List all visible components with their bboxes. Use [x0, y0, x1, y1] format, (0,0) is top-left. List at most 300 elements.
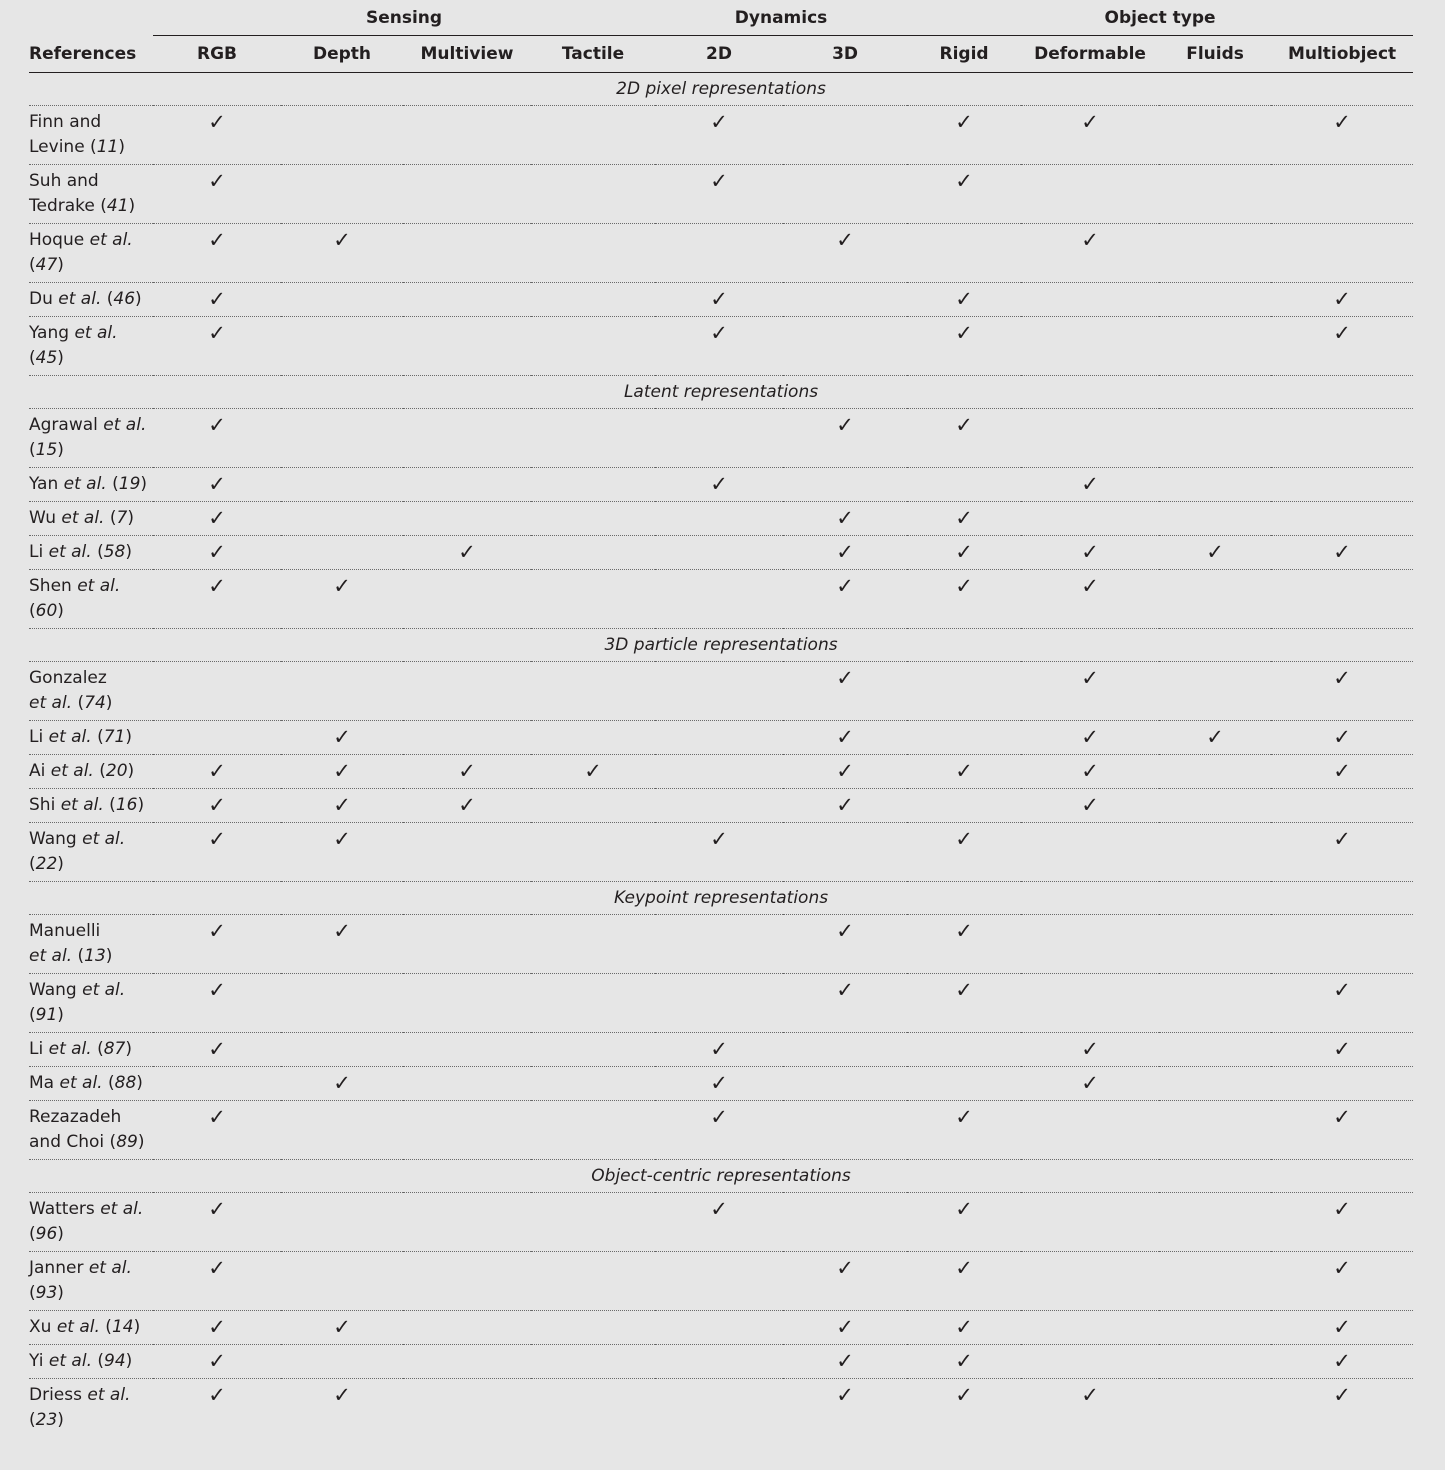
mark-cell-multiview [403, 283, 531, 317]
table-row [29, 755, 1413, 789]
mark-cell-rigid [907, 1101, 1021, 1160]
reference-cell [29, 317, 153, 376]
reference-text-segment: ) [57, 1410, 64, 1430]
mark-cell-rigid [907, 106, 1021, 165]
check-mark-icon: ✓ [208, 1315, 226, 1339]
table-row [29, 1252, 1413, 1311]
mark-cell-tactile [531, 823, 655, 882]
column-header-fluids: Fluids [1159, 36, 1271, 73]
reference-cell [29, 409, 153, 468]
check-mark-icon: ✓ [955, 169, 973, 193]
reference-text-segment: ) [57, 1283, 64, 1303]
mark-cell-multiobject [1271, 409, 1413, 468]
check-mark-icon: ✓ [208, 228, 226, 252]
mark-cell-rgb [153, 1345, 281, 1379]
mark-cell-multiobject [1271, 570, 1413, 629]
check-mark-icon: ✓ [1081, 110, 1099, 134]
check-mark-icon: ✓ [1333, 1037, 1351, 1061]
mark-cell-deformable [1021, 1379, 1159, 1438]
check-mark-icon: ✓ [955, 110, 973, 134]
table-row [29, 662, 1413, 721]
reference-text-segment: ( [29, 1224, 36, 1244]
check-mark-icon: ✓ [208, 574, 226, 598]
reference-text-segment: ) [127, 508, 134, 528]
mark-cell-3d [783, 755, 907, 789]
mark-cell-multiobject [1271, 468, 1413, 502]
reference-text-segment: et al. [87, 1385, 131, 1405]
mark-cell-rgb [153, 165, 281, 224]
mark-cell-2d [655, 1311, 783, 1345]
table-row [29, 721, 1413, 755]
check-mark-icon: ✓ [710, 110, 728, 134]
column-header-depth: Depth [281, 36, 403, 73]
mark-cell-tactile [531, 1067, 655, 1101]
check-mark-icon: ✓ [710, 1071, 728, 1095]
mark-cell-fluids [1159, 1252, 1271, 1311]
reference-text-segment: Suh and [29, 171, 99, 191]
mark-cell-deformable [1021, 409, 1159, 468]
reference-text-segment: Hoque [29, 230, 90, 250]
check-mark-icon: ✓ [333, 574, 351, 598]
check-mark-icon: ✓ [208, 1349, 226, 1373]
reference-text-segment: ( [29, 348, 36, 368]
check-mark-icon: ✓ [208, 978, 226, 1002]
check-mark-icon: ✓ [836, 1256, 854, 1280]
mark-cell-rigid [907, 755, 1021, 789]
mark-cell-3d [783, 224, 907, 283]
mark-cell-rgb [153, 536, 281, 570]
mark-cell-multiview [403, 1345, 531, 1379]
mark-cell-rigid [907, 1311, 1021, 1345]
mark-cell-tactile [531, 915, 655, 974]
mark-cell-fluids [1159, 1345, 1271, 1379]
table-row [29, 1033, 1413, 1067]
check-mark-icon: ✓ [710, 1105, 728, 1129]
reference-text-segment: 71 [103, 727, 126, 747]
mark-cell-2d [655, 1067, 783, 1101]
check-mark-icon: ✓ [710, 827, 728, 851]
mark-cell-multiobject [1271, 317, 1413, 376]
mark-cell-deformable [1021, 755, 1159, 789]
reference-text-segment: ( [91, 1351, 105, 1371]
mark-cell-tactile [531, 662, 655, 721]
mark-cell-fluids [1159, 536, 1271, 570]
check-mark-icon: ✓ [208, 1037, 226, 1061]
reference-text-segment: et al. [58, 289, 102, 309]
table-row [29, 570, 1413, 629]
reference-cell [29, 1101, 153, 1160]
table-row [29, 106, 1413, 165]
reference-text-segment: ) [137, 1132, 145, 1152]
check-mark-icon: ✓ [955, 506, 973, 530]
reference-text-segment: Li [29, 1039, 49, 1059]
reference-text-segment: ) [125, 727, 133, 747]
mark-cell-3d [783, 165, 907, 224]
reference-cell [29, 570, 153, 629]
mark-cell-2d [655, 224, 783, 283]
reference-text-segment: ) [127, 761, 135, 781]
reference-text-segment: et al. [48, 727, 92, 747]
mark-cell-fluids [1159, 1311, 1271, 1345]
mark-cell-multiview [403, 915, 531, 974]
mark-cell-multiview [403, 570, 531, 629]
section-header-row [29, 629, 1413, 662]
reference-text-segment: 74 [84, 693, 106, 713]
reference-text-segment: 94 [104, 1351, 126, 1371]
reference-text-segment: et al. [100, 1199, 144, 1219]
table-row [29, 1101, 1413, 1160]
mark-cell-tactile [531, 570, 655, 629]
mark-cell-tactile [531, 1033, 655, 1067]
mark-cell-fluids [1159, 789, 1271, 823]
reference-cell [29, 755, 153, 789]
reference-text-segment: ( [91, 727, 104, 747]
mark-cell-rigid [907, 789, 1021, 823]
reference-text-segment: Agrawal [29, 415, 104, 435]
reference-text-segment: Gonzalez [29, 668, 107, 688]
mark-cell-fluids [1159, 283, 1271, 317]
reference-text-segment: 45 [35, 348, 58, 368]
reference-text-segment: ) [57, 255, 64, 275]
mark-cell-multiview [403, 409, 531, 468]
reference-text-segment: ( [29, 1005, 36, 1025]
check-mark-icon: ✓ [1081, 666, 1099, 690]
check-mark-icon: ✓ [208, 1256, 226, 1280]
mark-cell-2d [655, 1252, 783, 1311]
mark-cell-multiobject [1271, 1193, 1413, 1252]
mark-cell-depth [281, 1067, 403, 1101]
reference-text-segment: et al. [77, 576, 121, 596]
check-mark-icon: ✓ [836, 725, 854, 749]
check-mark-icon: ✓ [333, 1071, 351, 1095]
check-mark-icon: ✓ [710, 472, 728, 496]
reference-cell [29, 1379, 153, 1438]
reference-text-segment: ( [72, 946, 85, 966]
mark-cell-depth [281, 165, 403, 224]
reference-cell [29, 823, 153, 882]
mark-cell-fluids [1159, 468, 1271, 502]
mark-cell-rgb [153, 1252, 281, 1311]
column-header-rigid: Rigid [907, 36, 1021, 73]
mark-cell-multiobject [1271, 283, 1413, 317]
mark-cell-deformable [1021, 1067, 1159, 1101]
mark-cell-rigid [907, 165, 1021, 224]
reference-text-segment: Shen [29, 576, 78, 596]
mark-cell-multiobject [1271, 662, 1413, 721]
check-mark-icon: ✓ [458, 793, 476, 817]
mark-cell-3d [783, 1252, 907, 1311]
check-mark-icon: ✓ [836, 1383, 854, 1407]
mark-cell-multiobject [1271, 224, 1413, 283]
mark-cell-fluids [1159, 974, 1271, 1033]
mark-cell-multiview [403, 1033, 531, 1067]
mark-cell-multiobject [1271, 536, 1413, 570]
mark-cell-rgb [153, 409, 281, 468]
reference-cell [29, 721, 153, 755]
mark-cell-depth [281, 224, 403, 283]
mark-cell-multiview [403, 317, 531, 376]
check-mark-icon: ✓ [955, 1315, 973, 1339]
mark-cell-rgb [153, 755, 281, 789]
check-mark-icon: ✓ [836, 793, 854, 817]
mark-cell-deformable [1021, 570, 1159, 629]
reference-text-segment: ( [102, 1073, 115, 1093]
column-header-2d: 2D [655, 36, 783, 73]
mark-cell-2d [655, 468, 783, 502]
column-header-row [29, 36, 1413, 73]
reference-text-segment: Shi [29, 795, 61, 815]
mark-cell-multiview [403, 974, 531, 1033]
mark-cell-rigid [907, 1345, 1021, 1379]
check-mark-icon: ✓ [955, 919, 973, 943]
mark-cell-deformable [1021, 224, 1159, 283]
mark-cell-fluids [1159, 1379, 1271, 1438]
reference-text-segment: 58 [103, 542, 126, 562]
check-mark-icon: ✓ [208, 1383, 226, 1407]
mark-cell-multiobject [1271, 1379, 1413, 1438]
mark-cell-multiview [403, 721, 531, 755]
reference-text-segment: et al. [48, 1351, 92, 1371]
mark-cell-depth [281, 1252, 403, 1311]
mark-cell-multiobject [1271, 1033, 1413, 1067]
reference-text-segment: Tedrake ( [29, 196, 107, 216]
section-header-row [29, 1160, 1413, 1193]
check-mark-icon: ✓ [1333, 1105, 1351, 1129]
comparison-table [29, 0, 1413, 1437]
table-row [29, 1345, 1413, 1379]
check-mark-icon: ✓ [955, 759, 973, 783]
check-mark-icon: ✓ [208, 919, 226, 943]
mark-cell-fluids [1159, 721, 1271, 755]
table-row [29, 915, 1413, 974]
check-mark-icon: ✓ [208, 759, 226, 783]
mark-cell-rigid [907, 224, 1021, 283]
reference-text-segment: et al. [103, 415, 147, 435]
reference-text-segment: et al. [82, 980, 126, 1000]
reference-text-segment: et al. [74, 323, 118, 343]
check-mark-icon: ✓ [333, 725, 351, 749]
reference-text-segment: Watters [29, 1199, 101, 1219]
check-mark-icon: ✓ [710, 1037, 728, 1061]
reference-text-segment: ) [125, 542, 133, 562]
check-mark-icon: ✓ [333, 827, 351, 851]
mark-cell-multiview [403, 823, 531, 882]
mark-cell-multiview [403, 468, 531, 502]
reference-text-segment: 11 [96, 137, 119, 157]
mark-cell-rgb [153, 317, 281, 376]
check-mark-icon: ✓ [1081, 725, 1099, 749]
check-mark-icon: ✓ [208, 287, 226, 311]
mark-cell-2d [655, 1101, 783, 1160]
check-mark-icon: ✓ [208, 540, 226, 564]
table-row [29, 409, 1413, 468]
check-mark-icon: ✓ [208, 1105, 226, 1129]
mark-cell-multiobject [1271, 721, 1413, 755]
mark-cell-2d [655, 1379, 783, 1438]
reference-text-segment: Li [29, 727, 49, 747]
mark-cell-depth [281, 915, 403, 974]
group-header-dynamics: Dynamics [655, 0, 907, 36]
mark-cell-fluids [1159, 823, 1271, 882]
mark-cell-deformable [1021, 1345, 1159, 1379]
mark-cell-tactile [531, 106, 655, 165]
mark-cell-multiobject [1271, 1101, 1413, 1160]
check-mark-icon: ✓ [1333, 725, 1351, 749]
check-mark-icon: ✓ [1206, 725, 1224, 749]
mark-cell-tactile [531, 1311, 655, 1345]
reference-text-segment: Yan [29, 474, 64, 494]
reference-text-segment: ( [103, 795, 116, 815]
mark-cell-2d [655, 283, 783, 317]
column-header-tactile: Tactile [531, 36, 655, 73]
mark-cell-multiview [403, 1193, 531, 1252]
reference-cell [29, 224, 153, 283]
mark-cell-rgb [153, 1033, 281, 1067]
mark-cell-3d [783, 1379, 907, 1438]
reference-text-segment: 15 [35, 440, 58, 460]
mark-cell-deformable [1021, 721, 1159, 755]
reference-text-segment: Wang [29, 980, 83, 1000]
mark-cell-rgb [153, 915, 281, 974]
mark-cell-2d [655, 721, 783, 755]
mark-cell-depth [281, 409, 403, 468]
check-mark-icon: ✓ [836, 666, 854, 690]
reference-text-segment: Levine ( [29, 137, 97, 157]
reference-text-segment: ( [104, 508, 117, 528]
mark-cell-rgb [153, 1067, 281, 1101]
reference-text-segment: 47 [35, 255, 58, 275]
mark-cell-rigid [907, 570, 1021, 629]
column-header-multiview: Multiview [403, 36, 531, 73]
mark-cell-rigid [907, 502, 1021, 536]
mark-cell-deformable [1021, 502, 1159, 536]
column-header-deformable: Deformable [1021, 36, 1159, 73]
mark-cell-depth [281, 283, 403, 317]
mark-cell-multiview [403, 1311, 531, 1345]
mark-cell-multiobject [1271, 755, 1413, 789]
mark-cell-depth [281, 502, 403, 536]
mark-cell-3d [783, 1193, 907, 1252]
check-mark-icon: ✓ [955, 287, 973, 311]
mark-cell-fluids [1159, 1033, 1271, 1067]
reference-text-segment: ) [105, 693, 113, 713]
mark-cell-multiview [403, 502, 531, 536]
reference-cell [29, 1067, 153, 1101]
check-mark-icon: ✓ [208, 169, 226, 193]
mark-cell-tactile [531, 755, 655, 789]
mark-cell-rigid [907, 915, 1021, 974]
mark-cell-3d [783, 317, 907, 376]
mark-cell-rigid [907, 1033, 1021, 1067]
mark-cell-multiobject [1271, 789, 1413, 823]
mark-cell-rgb [153, 283, 281, 317]
reference-text-segment: et al. [29, 693, 73, 713]
reference-text-segment: Yi [29, 1351, 49, 1371]
mark-cell-deformable [1021, 662, 1159, 721]
mark-cell-tactile [531, 789, 655, 823]
mark-cell-3d [783, 662, 907, 721]
mark-cell-2d [655, 165, 783, 224]
check-mark-icon: ✓ [955, 540, 973, 564]
reference-text-segment: 93 [35, 1283, 58, 1303]
mark-cell-deformable [1021, 789, 1159, 823]
reference-text-segment: et al. [82, 829, 126, 849]
check-mark-icon: ✓ [1333, 110, 1351, 134]
mark-cell-2d [655, 789, 783, 823]
reference-text-segment: ( [29, 854, 36, 874]
check-mark-icon: ✓ [1333, 1349, 1351, 1373]
mark-cell-rigid [907, 974, 1021, 1033]
mark-cell-3d [783, 409, 907, 468]
mark-cell-rgb [153, 1379, 281, 1438]
check-mark-icon: ✓ [333, 1315, 351, 1339]
check-mark-icon: ✓ [1333, 540, 1351, 564]
mark-cell-tactile [531, 1101, 655, 1160]
reference-cell [29, 502, 153, 536]
mark-cell-depth [281, 570, 403, 629]
mark-cell-2d [655, 1345, 783, 1379]
mark-cell-2d [655, 823, 783, 882]
mark-cell-multiview [403, 165, 531, 224]
mark-cell-2d [655, 502, 783, 536]
check-mark-icon: ✓ [1333, 1315, 1351, 1339]
reference-text-segment: ) [57, 1005, 64, 1025]
reference-text-segment: 91 [35, 1005, 58, 1025]
mark-cell-rgb [153, 106, 281, 165]
mark-cell-2d [655, 915, 783, 974]
check-mark-icon: ✓ [1333, 321, 1351, 345]
reference-text-segment: ) [57, 1224, 64, 1244]
table-row [29, 1311, 1413, 1345]
check-mark-icon: ✓ [836, 759, 854, 783]
check-mark-icon: ✓ [208, 827, 226, 851]
reference-text-segment: 89 [116, 1132, 138, 1152]
reference-text-segment: ) [128, 196, 136, 216]
mark-cell-deformable [1021, 536, 1159, 570]
mark-cell-depth [281, 823, 403, 882]
mark-cell-multiobject [1271, 1311, 1413, 1345]
mark-cell-rgb [153, 224, 281, 283]
section-header-row [29, 376, 1413, 409]
mark-cell-fluids [1159, 755, 1271, 789]
reference-text-segment: ( [101, 289, 114, 309]
table-row [29, 283, 1413, 317]
mark-cell-3d [783, 1311, 907, 1345]
column-header-3d: 3D [783, 36, 907, 73]
reference-text-segment: Janner [29, 1258, 89, 1278]
mark-cell-rigid [907, 1193, 1021, 1252]
mark-cell-3d [783, 915, 907, 974]
table-row [29, 1193, 1413, 1252]
check-mark-icon: ✓ [955, 827, 973, 851]
check-mark-icon: ✓ [955, 1349, 973, 1373]
reference-text-segment: et al. [61, 508, 105, 528]
reference-text-segment: ( [106, 474, 119, 494]
group-header-row [29, 0, 1413, 36]
mark-cell-rgb [153, 468, 281, 502]
table-row [29, 317, 1413, 376]
reference-text-segment: ) [140, 474, 148, 494]
table-row [29, 974, 1413, 1033]
mark-cell-depth [281, 1345, 403, 1379]
reference-text-segment: 88 [114, 1073, 137, 1093]
reference-text-segment: 14 [111, 1317, 134, 1337]
mark-cell-deformable [1021, 283, 1159, 317]
check-mark-icon: ✓ [1081, 1037, 1099, 1061]
check-mark-icon: ✓ [1333, 1197, 1351, 1221]
check-mark-icon: ✓ [333, 919, 351, 943]
reference-cell [29, 1345, 153, 1379]
